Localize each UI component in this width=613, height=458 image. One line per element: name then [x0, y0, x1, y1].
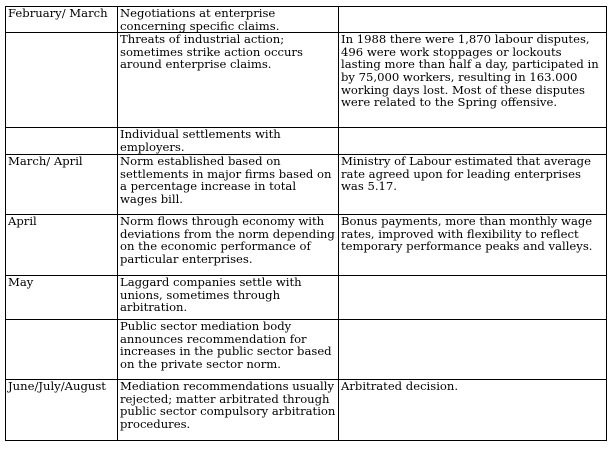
period-cell: May: [6, 276, 118, 320]
period-cell: [6, 128, 118, 155]
notes-cell: [339, 276, 607, 320]
period-cell: February/ March: [6, 7, 118, 33]
process-cell: Norm flows through economy with deviations from the norm depending on the economic performance of particular enterprises.: [118, 215, 339, 276]
table-row: [6, 155, 607, 215]
notes-cell: Ministry of Labour estimated that average rate agreed upon for leading enterprises was 5.17.: [339, 155, 607, 215]
notes-cell: In 1988 there were 1,870 labour disputes, 496 were work stoppages or lockouts lasting more than half a day, participated in by 75,000 workers, resulting in 163.000 working days lost. Most of these disputes were related to the Spring offensive.: [339, 33, 607, 128]
notes-cell: [339, 320, 607, 380]
table-row: [6, 320, 607, 380]
process-cell: Laggard companies settle with unions, sometimes through arbitration.: [118, 276, 339, 320]
wage-negotiation-table: [5, 6, 607, 441]
process-cell: Individual settlements with employers.: [118, 128, 339, 155]
table-row: [6, 33, 607, 128]
table-row: [6, 215, 607, 276]
period-cell: March/ April: [6, 155, 118, 215]
notes-cell: Arbitrated decision.: [339, 380, 607, 441]
period-cell: April: [6, 215, 118, 276]
process-cell: Mediation recommendations usually rejected; matter arbitrated through public sector compulsory arbitration procedures.: [118, 380, 339, 441]
process-cell: Norm established based on settlements in major firms based on a percentage increase in total wages bill.: [118, 155, 339, 215]
process-cell: Public sector mediation body announces recommendation for increases in the public sector based on the private sector norm.: [118, 320, 339, 380]
period-cell: June/July/August: [6, 380, 118, 441]
table-row: [6, 380, 607, 441]
notes-cell: Bonus payments, more than monthly wage rates, improved with flexibility to reflect temporary performance peaks and valleys.: [339, 215, 607, 276]
table-row: [6, 276, 607, 320]
period-cell: [6, 320, 118, 380]
table-row: [6, 7, 607, 33]
notes-cell: [339, 128, 607, 155]
process-cell: Threats of industrial action; sometimes strike action occurs around enterprise claims.: [118, 33, 339, 128]
notes-cell: [339, 7, 607, 33]
table-row: [6, 128, 607, 155]
period-cell: [6, 33, 118, 128]
process-cell: Negotiations at enterprise concerning specific claims.: [118, 7, 339, 33]
